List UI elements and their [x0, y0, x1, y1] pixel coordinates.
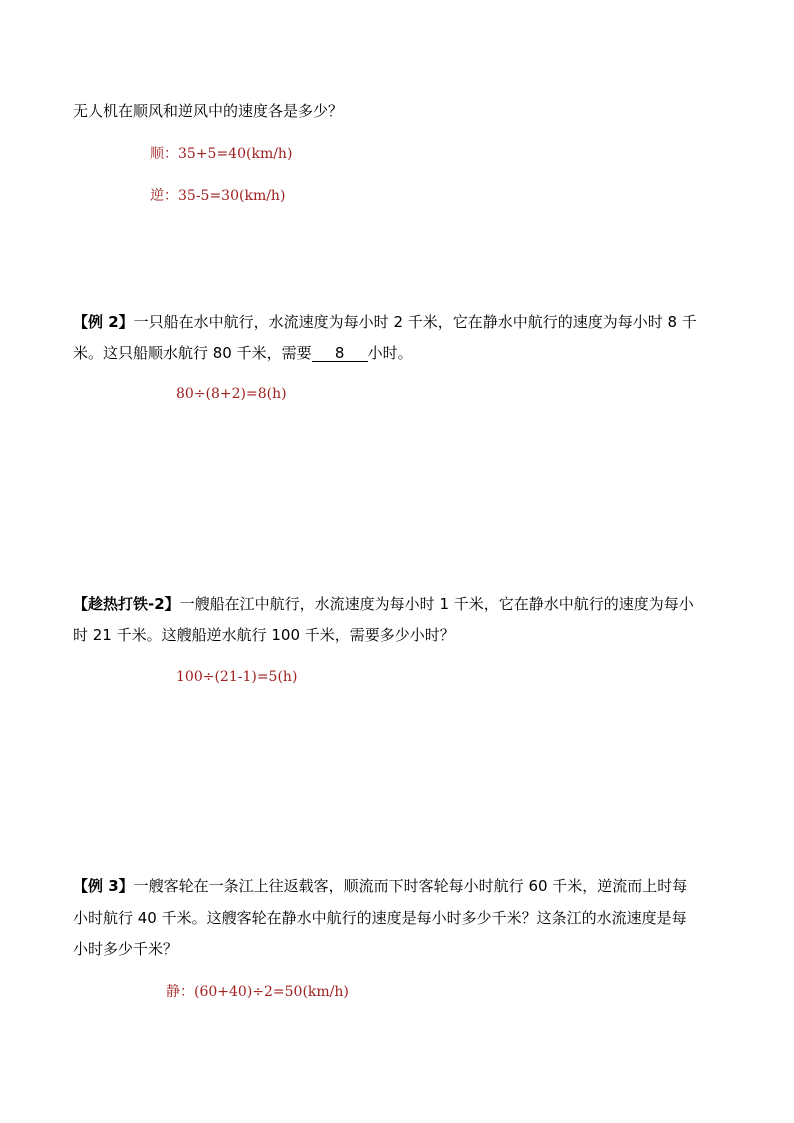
fill-blank: 8	[312, 345, 368, 362]
example-2-line-2	[73, 343, 413, 363]
example-text: 一艘船在江中航行，水流速度为每小时 1 千米，它在静水中航行的速度为每小	[179, 595, 694, 613]
practice-2-line-2: 时 21 千米。这艘船逆水航行 100 千米，需要多少小时？	[73, 626, 455, 644]
example-text: 小时。	[367, 344, 413, 362]
answer-upwind	[150, 186, 285, 206]
example-2-answer: 80÷(8+2)=8(h)	[176, 386, 287, 402]
answer-label: 顺：	[150, 146, 178, 162]
example-3-line-2: 小时航行 40 千米。这艘客轮在静水中航行的速度是每小时多少千米？这条江的水流速度是每	[73, 909, 687, 927]
question-text: 无人机在顺风和逆风中的速度各是多少？	[73, 102, 344, 120]
example-2-line-1	[73, 312, 697, 332]
example-tag: 【例 2】	[73, 313, 134, 331]
example-3-line-1	[73, 876, 687, 896]
example-3-line-3: 小时多少千米？	[73, 940, 179, 958]
example-tag: 【趁热打铁-2】	[73, 595, 180, 613]
answer-label: 逆：	[150, 188, 178, 204]
example-3-answer	[166, 982, 349, 1002]
answer-formula: 35+5=40(km/h)	[178, 146, 293, 162]
example-text: 一只船在水中航行，水流速度为每小时 2 千米，它在静水中航行的速度为每小时 8 千	[133, 313, 697, 331]
answer-downwind	[150, 144, 292, 164]
example-tag: 【例 3】	[73, 877, 134, 895]
answer-label: 静：	[166, 984, 194, 1000]
answer-formula: 35-5=30(km/h)	[178, 188, 286, 204]
example-text: 一艘客轮在一条江上往返载客，顺流而下时客轮每小时航行 60 千米，逆流而上时每	[133, 877, 688, 895]
practice-2-line-1	[73, 594, 694, 614]
example-text: 米。这只船顺水航行 80 千米，需要	[73, 344, 312, 362]
practice-2-answer: 100÷(21-1)=5(h)	[176, 669, 298, 685]
answer-formula: (60+40)÷2=50(km/h)	[194, 984, 349, 1000]
